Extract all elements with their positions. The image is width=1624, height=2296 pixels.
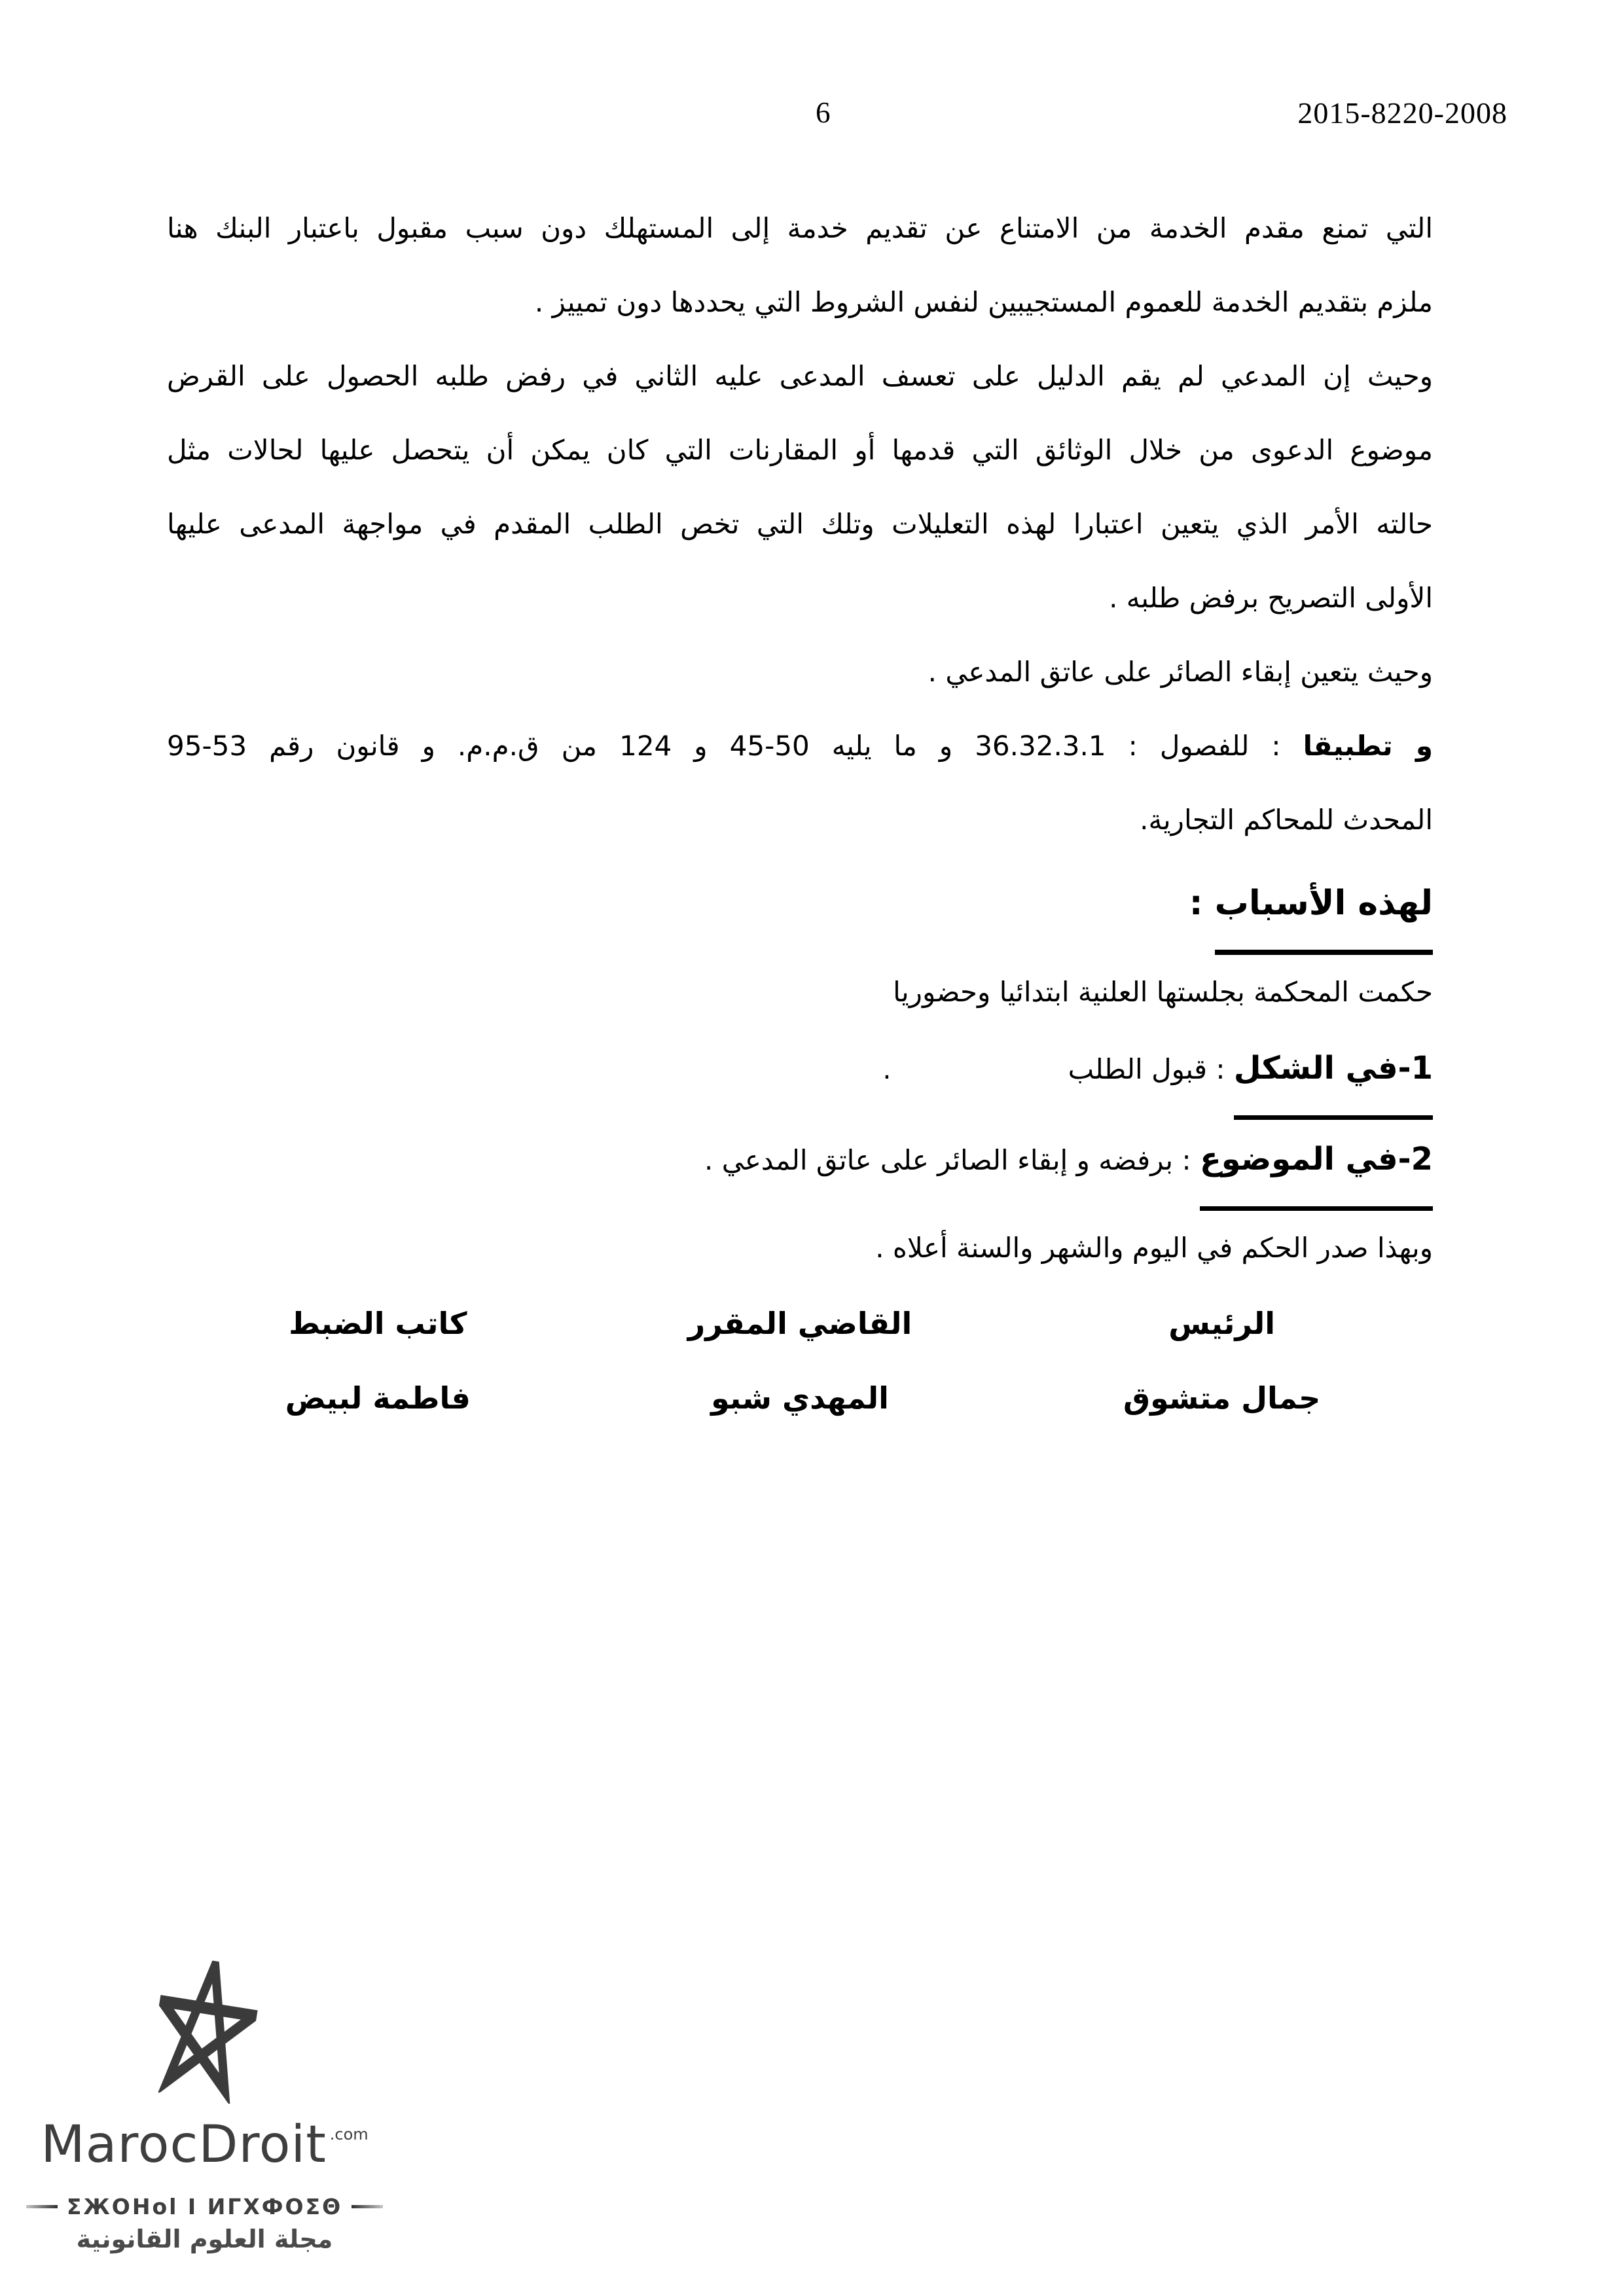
marocdroit-logo [26, 1960, 383, 2253]
text-line-4: موضوع الدعوى من خلال الوثائق التي قدمها أو المقارنات التي كان يمكن أن يتحصل عليها لحالات مثل [167, 434, 1433, 466]
divider-line-left [26, 2205, 58, 2208]
reasons-heading-text: لهذه الأسباب [1215, 867, 1433, 955]
ruling-intro-line: حكمت المحكمة بجلستها العلنية ابتدائيا وحضوريا [893, 976, 1433, 1008]
signature-title-reporting-judge: القاضي المقرر [687, 1306, 912, 1341]
signature-name-clerk: فاطمة لبيض [285, 1380, 471, 1416]
page-number: 6 [816, 96, 831, 129]
case-number: 2015-8220-2008 [1297, 96, 1507, 130]
form-dot: . [882, 1053, 892, 1085]
logo-tagline: مجلة العلوم القانونية [76, 2225, 333, 2253]
legal-basis-line [167, 709, 1433, 783]
star-icon [145, 1954, 264, 2106]
signature-block [167, 1303, 1433, 1418]
divider-line-right [352, 2205, 383, 2208]
reasons-heading-colon: : [1189, 884, 1215, 923]
form-text: : قبول الطلب [1068, 1053, 1234, 1085]
ruling-form-line [167, 1029, 1433, 1120]
text-line-6: الأولى التصريح برفض طلبه . [1109, 582, 1433, 614]
costs-line: وحيث يتعين إبقاء الصائر على عاتق المدعي . [928, 656, 1433, 688]
tifinagh-text: ΣЖOHol I ИГХФOΣΘ [66, 2194, 343, 2219]
ruling-subject-line [167, 1120, 1433, 1211]
page-header [0, 0, 1624, 170]
logo-tld: .com [329, 2125, 369, 2144]
logo-wordmark-row [26, 2115, 383, 2189]
text-line-1: التي تمنع مقدم الخدمة من الامتناع عن تقديم خدمة إلى المستهلك دون سبب مقبول باعتبار البنك هنا [167, 212, 1433, 244]
logo-wordmark: MarocDroit [41, 2115, 327, 2174]
closing-line: وبهذا صدر الحكم في اليوم والشهر والسنة أعلاه . [875, 1232, 1433, 1264]
text-line-3: وحيث إن المدعي لم يقم الدليل على تعسف المدعى عليه الثاني في رفض طلبه الحصول على القرض [167, 360, 1433, 392]
signature-name-reporting-judge: المهدي شبو [711, 1380, 889, 1416]
signature-title-president: الرئيس [1168, 1306, 1276, 1341]
legal-basis-rest: : للفصول : 36.32.3.1 و ما يليه 50-45 و 124 من ق.م.م. و قانون رقم 53-95 [167, 730, 1303, 762]
subject-text: : برفضه و إبقاء الصائر على عاتق المدعي . [704, 1144, 1200, 1176]
legal-basis-lead: و تطبيقا [1303, 730, 1434, 762]
judgment-body [167, 191, 1433, 1418]
signature-name-president: جمال متشوق [1123, 1380, 1321, 1416]
reasons-heading [167, 867, 1433, 955]
text-line-5: حالته الأمر الذي يتعين اعتبارا لهذه التعليلات وتلك التي تخص الطلب المقدم في مواجهة المدعى عليها [167, 508, 1433, 540]
text-line-2: ملزم بتقديم الخدمة للعموم المستجيبين لنفس الشروط التي يحددها دون تمييز . [534, 286, 1433, 318]
tifinagh-divider [26, 2194, 383, 2219]
subject-label: 2-في الموضوع [1200, 1120, 1433, 1211]
text-line-9: المحدث للمحاكم التجارية. [1140, 804, 1433, 836]
signature-title-clerk: كاتب الضبط [289, 1306, 467, 1341]
form-label: 1-في الشكل [1234, 1029, 1433, 1120]
